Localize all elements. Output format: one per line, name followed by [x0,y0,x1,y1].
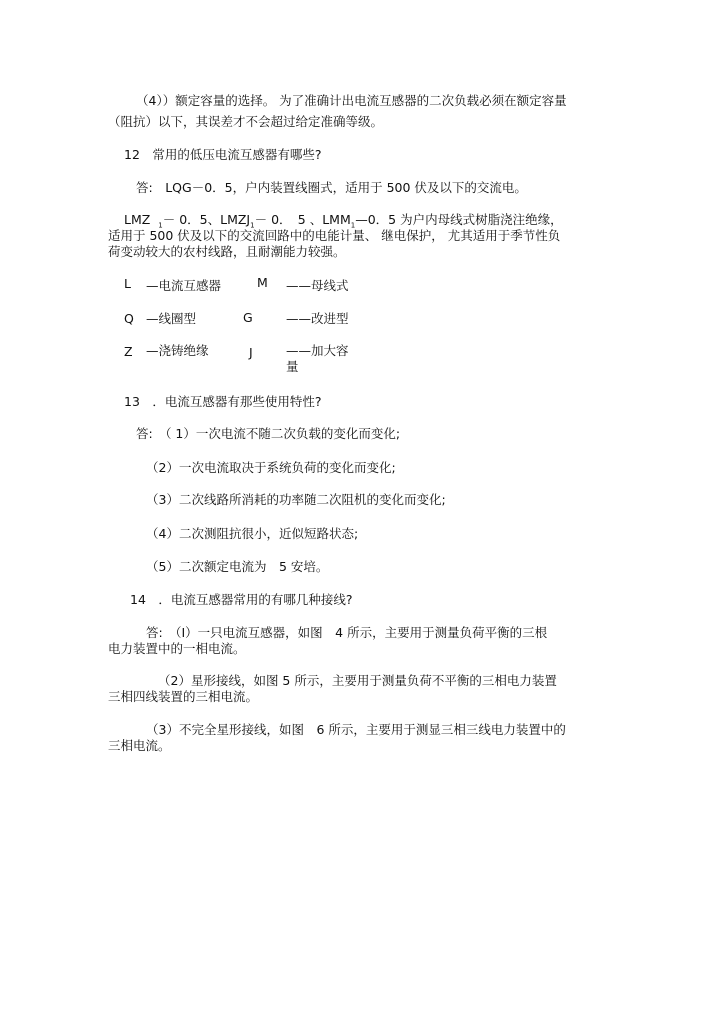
q13-item-5: （5）二次额定电流为 5 安培。 [146,559,329,574]
model-lmz-sub: 1 [158,221,163,230]
model-lmz: LMZ [124,212,151,227]
legend-desc-j-cont: 量 [286,359,299,374]
q14-answer2-line2: 三相四线装置的三相电流。 [108,689,259,704]
model-lmm-sub: 1 [350,221,356,230]
legend-code-q: Q [124,311,134,326]
q14-answer1-line2: 电力装置中的一相电流。 [108,641,246,656]
q14-answer3-line2: 三相电流。 [108,738,171,753]
legend-code-l: L [124,276,131,291]
q11-item4-line2: （阻抗）以下，其误差才不会超过给定准确等级。 [108,114,384,129]
q12-question: 12 常用的低压电流互感器有哪些? [124,147,322,162]
q14-answer2-line1: （2）星形接线，如图 5 所示，主要用于测量负荷不平衡的三相电力装置 [158,673,557,688]
q13-question: 13 ．电流互感器有那些使用特性? [124,394,322,409]
q12-lmz-line2: 适用于 500 伏及以下的交流回路中的电能计量、 继电保护， 尤其适用于季节性负 [108,228,561,243]
legend-desc-m: ——母线式 [286,278,349,293]
q13-item-1: 答: （ 1）一次电流不随二次负载的变化而变化; [136,426,401,441]
q13-item-2: （2）一次电流取决于系统负荷的变化而变化; [146,460,396,475]
legend-desc-j: ——加大容 [286,343,349,358]
model-lmzj: － 0．5、LMZJ [162,212,251,227]
model-lmm: － 0． 5 、LMM [254,212,351,227]
legend-desc-q: —线圈型 [146,311,197,326]
legend-code-j: J [249,345,253,360]
q12-answer: 答: LQG－0．5，户内装置线圈式，适用于 500 伏及以下的交流电。 [136,180,527,195]
q14-question: 14 ．电流互感器常用的有哪几种接线? [130,592,353,607]
q14-answer1-line1: 答: （I）一只电流互感器，如图 4 所示，主要用于测量负荷平衡的三根 [146,625,548,640]
legend-desc-z: —浇铸绝缘 [146,343,209,358]
q12-lmz-line3: 荷变动较大的农村线路，且耐潮能力较强。 [108,244,346,259]
legend-code-g: G [243,310,253,325]
q13-item-3: （3）二次线路所消耗的功率随二次阻机的变化而变化; [146,492,446,507]
legend-desc-l: —电流互感器 [146,278,222,293]
legend-desc-g: ——改进型 [286,311,349,326]
q13-item-4: （4）二次测阻抗很小，近似短路状态; [146,526,359,541]
legend-code-z: Z [124,344,133,359]
model-lmzj-sub: 1 [250,221,255,230]
legend-code-m: M [257,275,268,290]
model-description: —0．5 为户内母线式树脂浇注绝缘， [355,212,563,227]
q11-item4-line1: （4））额定容量的选择。 为了准确计出电流互感器的二次负载必须在额定容量 [136,93,567,108]
q14-answer3-line1: （3）不完全星形接线，如图 6 所示，主要用于测显三相三线电力装置中的 [146,722,566,737]
